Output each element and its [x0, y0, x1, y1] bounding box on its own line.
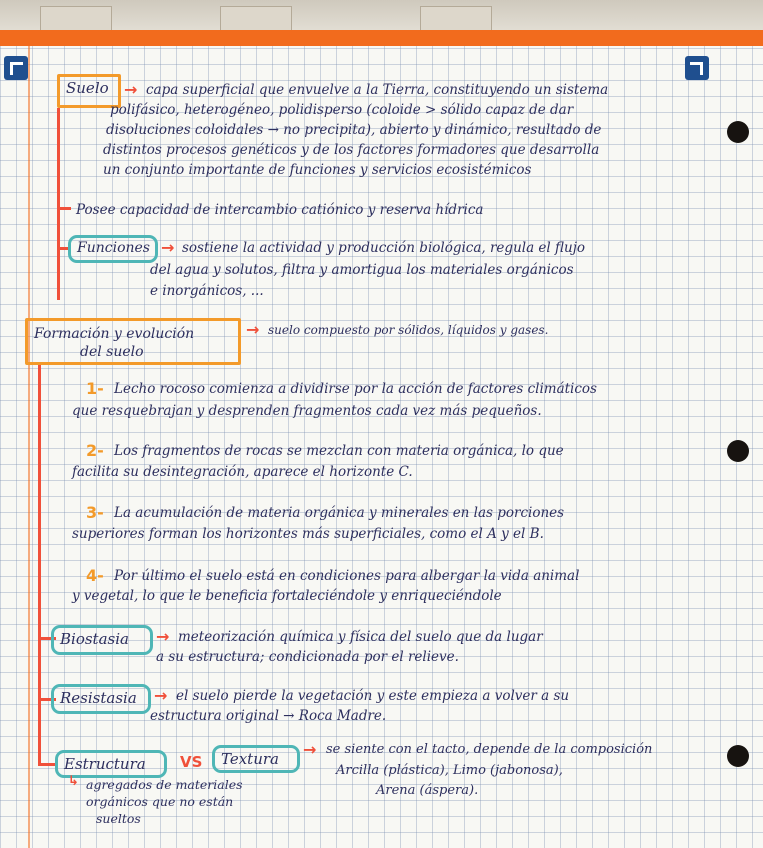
page-tab — [220, 6, 292, 33]
arrow-icon: → — [154, 686, 168, 705]
page-tab — [420, 6, 492, 33]
resistasia-line: estructura original → Roca Madre. — [150, 708, 387, 724]
textura-box: Textura — [212, 745, 300, 773]
formacion-box — [25, 318, 241, 365]
estructura-line: agregados de materiales — [86, 777, 243, 792]
suelo-line: distintos procesos genéticos y de los factores formadores que desarrolla — [103, 142, 600, 158]
corner-bracket-icon — [4, 56, 28, 80]
funciones-line: del agua y solutos, filtra y amortigua los materiales orgánicos — [150, 262, 574, 278]
estructura-line: sueltos — [96, 811, 141, 826]
estructura-line: orgánicos que no están — [86, 794, 234, 809]
capacidad-line: Posee capacidad de intercambio catiónico y reserva hídrica — [76, 202, 484, 218]
step-line: facilita su desintegración, aparece el horizonte C. — [72, 464, 413, 480]
step-line: Lecho rocoso comienza a dividirse por la acción de factores climáticos — [114, 381, 597, 397]
punch-hole-icon — [727, 745, 749, 767]
step-number: 1- — [86, 379, 104, 398]
step-line: La acumulación de materia orgánica y minerales en las porciones — [114, 505, 565, 521]
step-number: 4- — [86, 566, 104, 585]
biostasia-box: Biostasia — [51, 625, 153, 655]
funciones-line: sostiene la actividad y producción biológica, regula el flujo — [182, 240, 586, 256]
suelo-line: un conjunto importante de funciones y servicios ecosistémicos — [103, 162, 532, 178]
arrow-icon: → — [156, 627, 170, 646]
arrow-icon: ↳ — [68, 774, 79, 789]
connector-line — [57, 108, 60, 300]
suelo-box: Suelo — [57, 74, 121, 108]
step-line: que resquebrajan y desprenden fragmentos cada vez más pequeños. — [72, 403, 542, 419]
arrow-icon: → — [161, 238, 175, 257]
formacion-label: del suelo — [80, 344, 144, 360]
textura-line: se siente con el tacto, depende de la composición — [326, 742, 653, 757]
connector-line — [38, 763, 56, 766]
suelo-line: disoluciones coloidales → no precipita), abierto y dinámico, resultado de — [106, 122, 602, 138]
formacion-description: suelo compuesto por sólidos, líquidos y gases. — [268, 323, 549, 337]
connector-line — [38, 365, 41, 765]
resistasia-box: Resistasia — [51, 684, 151, 714]
funciones-line: e inorgánicos, ... — [150, 283, 264, 299]
page-tab — [40, 6, 112, 33]
corner-bracket-icon — [685, 56, 709, 80]
biostasia-line: a su estructura; condicionada por el relieve. — [156, 649, 459, 665]
estructura-box: Estructura — [55, 750, 167, 778]
connector-line — [57, 207, 71, 210]
textura-line: Arcilla (plástica), Limo (jabonosa), — [336, 763, 563, 778]
step-line: y vegetal, lo que le beneficia fortaleciéndole y enriqueciéndole — [72, 588, 502, 604]
suelo-line: capa superficial que envuelve a la Tierra, constituyendo un sistema — [146, 82, 609, 98]
arrow-icon: → — [124, 80, 138, 99]
suelo-line: polifásico, heterogéneo, polidisperso (coloide > sólido capaz de dar — [110, 102, 574, 118]
punch-hole-icon — [727, 440, 749, 462]
step-number: 3- — [86, 503, 104, 522]
step-line: superiores forman los horizontes más superficiales, como el A y el B. — [72, 526, 544, 542]
resistasia-line: el suelo pierde la vegetación y este empieza a volver a su — [176, 688, 570, 704]
step-number: 2- — [86, 441, 104, 460]
arrow-icon: → — [246, 320, 260, 339]
funciones-box: Funciones — [68, 235, 158, 263]
margin-line — [28, 46, 30, 848]
arrow-icon: → — [303, 740, 317, 759]
step-line: Los fragmentos de rocas se mezclan con materia orgánica, lo que — [114, 443, 564, 459]
orange-header-band — [0, 30, 763, 46]
vs-label: VS — [180, 753, 203, 771]
punch-hole-icon — [727, 121, 749, 143]
step-line: Por último el suelo está en condiciones para albergar la vida animal — [114, 568, 580, 584]
biostasia-line: meteorización química y física del suelo que da lugar — [178, 629, 543, 645]
formacion-label: Formación y evolución — [34, 326, 195, 342]
textura-line: Arena (áspera). — [376, 783, 479, 798]
